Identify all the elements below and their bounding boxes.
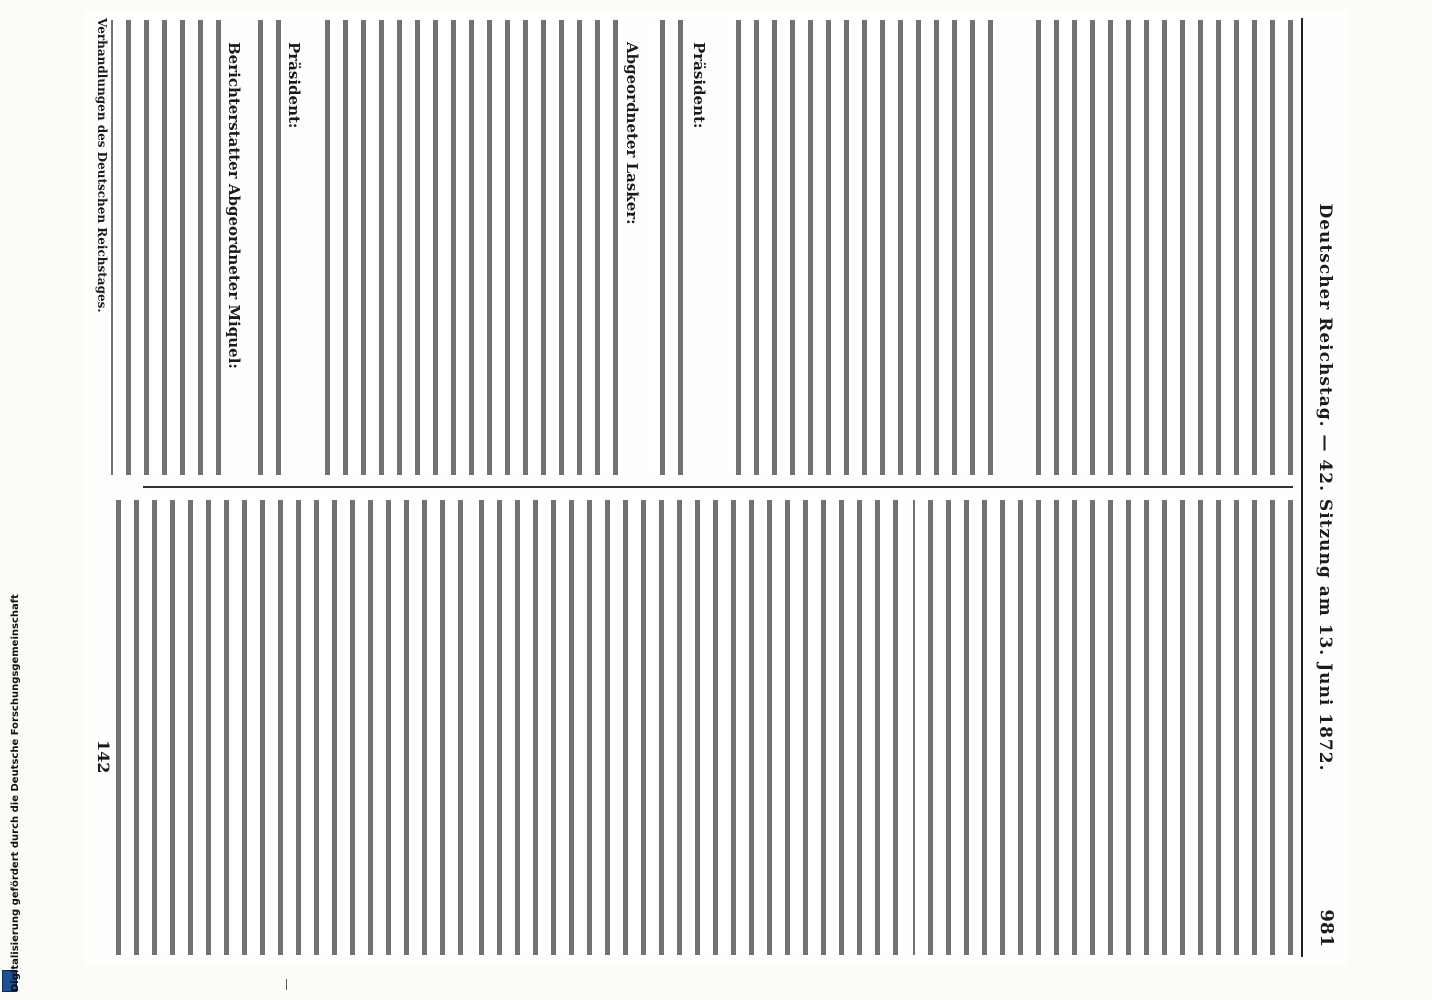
text-column-left [108, 20, 1293, 475]
page-footer-title: Verhandlungen des Deutschen Reichstages. [94, 17, 109, 313]
speaker-heading-praesident: Präsident: [690, 42, 708, 134]
speaker-heading-lasker: Abgeordneter Lasker: [623, 42, 641, 231]
paragraph-block [725, 20, 993, 475]
running-head: Deutscher Reichstag. — 42. Sitzung am 13. Juni 1872. [1314, 203, 1335, 771]
speaker-heading-praesident: Präsident: [285, 42, 303, 134]
paragraph-block [651, 20, 683, 475]
digitization-credit-strip [0, 0, 21, 1000]
paragraph-block [318, 20, 618, 475]
paragraph-block [111, 20, 221, 475]
text-column-right [108, 500, 1293, 955]
header-rule [1301, 18, 1303, 957]
paragraph-block [913, 500, 1293, 955]
scan-edge-mark [286, 979, 287, 990]
rotated-newspaper-page [84, 10, 1349, 965]
column-divider [143, 486, 1293, 488]
page-header [1299, 10, 1349, 965]
page-number-top: 981 [1315, 908, 1337, 947]
paragraph-block [1031, 20, 1293, 475]
paragraph-block [253, 20, 281, 475]
paragraph-block [113, 500, 463, 955]
paragraph-block [478, 500, 898, 955]
digitization-credit: Digitalisierung gefördert durch die Deutsche Forschungsgemeinschaft [10, 594, 21, 992]
speaker-heading-berichterstatter: Berichterstatter Abgeordneter Miquel: [225, 42, 243, 375]
page-number-bottom: 142 [93, 739, 113, 773]
